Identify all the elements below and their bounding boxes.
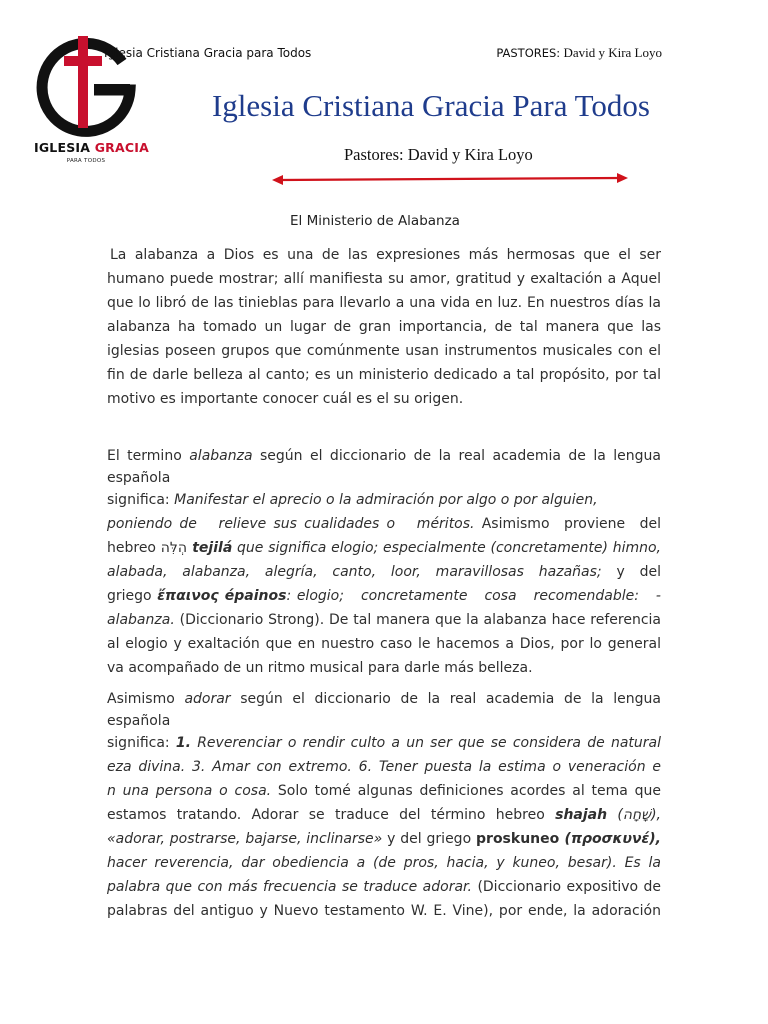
paragraph-line: significa: 1. Reverenciar o rendir culto a un ser que se considera de natural [107,735,661,751]
paragraph-line: estamos tratando. Adorar se traduce del término hebreo shajah (שָׁחָה), [107,807,662,823]
paragraph-line: La alabanza a Dios es una de las expresiones más hermosas que el ser [110,247,661,263]
page-title: Iglesia Cristiana Gracia Para Todos [211,88,650,123]
paragraph-line: alabanza ha tomado un lugar de gran importancia, de tal manera que las [107,319,661,335]
paragraph-line: palabra que con más frecuencia se traduce adorar. (Diccionario expositivo de [107,879,662,895]
double-arrow-divider [272,172,628,188]
paragraph-line: humano puede mostrar; allí manifiesta su amor, gratitud y exaltación a Aquel [107,271,661,287]
header-org-name: Iglesia Cristiana Gracia para Todos [104,46,312,60]
paragraph-line: española [107,470,171,486]
paragraph-line: «adorar, postrarse, bajarse, inclinarse» y del griego proskuneo (προσκυνέ), [107,831,662,847]
paragraph-line: española [107,713,171,729]
paragraph-line: motivo es importante conocer cuál es el su origen. [107,391,464,407]
paragraph-line: n una persona o cosa. Solo tomé algunas definiciones acordes al tema que [107,783,661,799]
paragraph-line: fin de darle belleza al canto; es un ministerio dedicado a tal propósito, por tal [107,367,661,383]
paragraph-line: El termino alabanza según el diccionario de la real academia de la lengua [107,448,661,464]
paragraph-line: significa: Manifestar el aprecio o la admiración por algo o por alguien, [107,492,598,508]
paragraph-line: alabanza. (Diccionario Strong). De tal manera que la alabanza hace referencia [107,612,661,628]
paragraph-line: al elogio y exaltación que en nuestro caso le hacemos a Dios, por lo general [107,636,661,652]
paragraph-line: poniendo de relieve sus cualidades o méritos. Asimismo proviene del [107,516,661,532]
paragraph-2 [107,444,661,680]
paragraph-line: hacer reverencia, dar obediencia a (de pros, hacia, y kuneo, besar). Es la [107,855,661,871]
paragraph-line: eza divina. 3. Amar con extremo. 6. Tener puesta la estima o veneración e [107,759,661,775]
header-pastors [496,45,662,61]
section-title: El Ministerio de Alabanza [290,213,460,229]
page-subtitle: Pastores: David y Kira Loyo [344,145,533,164]
paragraph-1 [110,243,661,267]
paragraph-3 [107,687,661,923]
logo-tagline: PARA TODOS [66,158,106,164]
paragraph-line: va acompañado de un ritmo musical para darle más belleza. [107,660,533,676]
paragraph-line: griego ἔπαινος épainos: elogio; concretamente cosa recomendable: - [107,588,661,604]
header-pastors-label: PASTORES: [496,46,561,60]
paragraph-1-body [107,267,661,411]
paragraph-line: hebreo הְלִּה tejilá que significa elogio; especialmente (concretamente) himno, [107,540,661,556]
paragraph-line: iglesias poseen grupos que comúnmente usan instrumentos musicales con el [107,343,661,359]
logo-wordmark: IGLESIA GRACIA [34,140,149,155]
paragraph-line: palabras del antiguo y Nuevo testamento W. E. Vine), por ende, la adoración [107,903,661,919]
paragraph-line: Asimismo adorar según el diccionario de la real academia de la lengua [107,691,661,707]
paragraph-line: alabada, alabanza, alegría, canto, loor, maravillosas hazañas; y del [107,564,662,580]
paragraph-line: que lo libró de las tinieblas para llevarlo a una vida en luz. En nuestros días la [107,295,661,311]
header-pastors-names: David y Kira Loyo [563,45,662,60]
